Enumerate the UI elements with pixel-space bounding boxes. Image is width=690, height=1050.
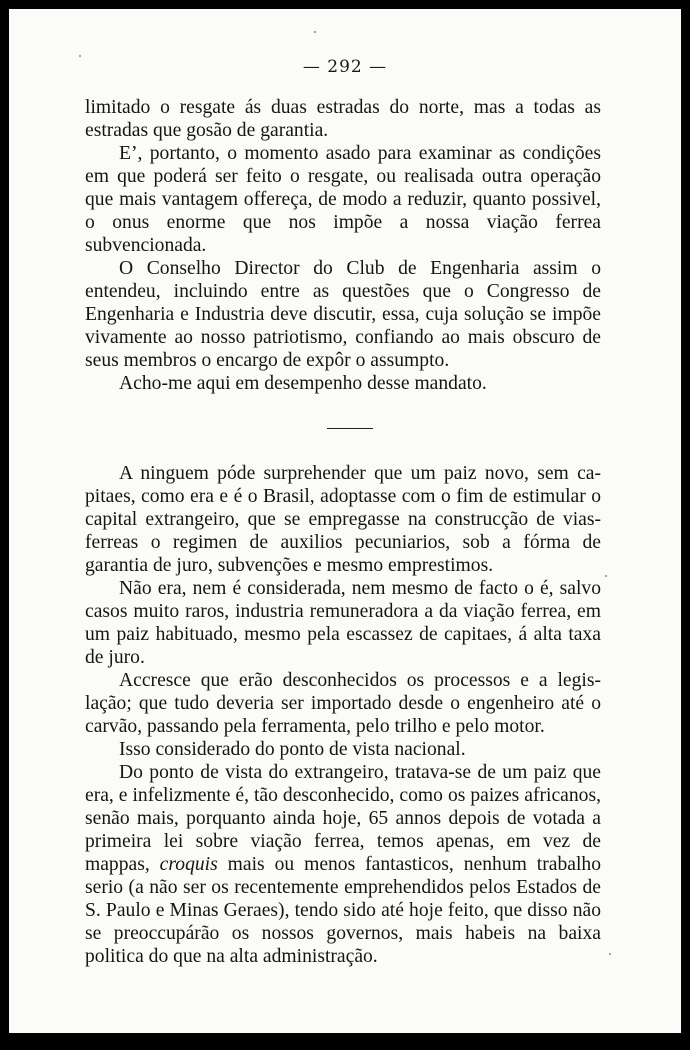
paragraph-text: Do ponto de vista do extrangeiro, tratava-se de um paiz que era, e infelizmente é, tão desconhecido, como os paizes africanos, senão mais, porquanto ainda hoje, 65 annos depois de votada a primeira lei sobre viação ferrea, temos apenas, em vez de mappas, (85, 762, 601, 875)
paper-speck (605, 575, 607, 577)
paragraph: O Conselho Director do Club de Engenharia assim o entendeu, incluindo entre as questões que o Congresso de Engenharia e Industria deve discutir, essa, cuja solução se impõe vivamente ao nosso patriotismo, confiando ao mais obscuro de seus membros o encargo de expôr o assumpto. (85, 258, 601, 371)
paragraph-with-italic (85, 761, 601, 968)
italic-term: croquis (159, 854, 218, 875)
paragraph: E’, portanto, o momento asado para examinar as condições em que poderá ser feito o resgate, ou realisada outra operação que mais vantagem offereça, de modo a reduzir, quanto possivel, o onus enorme que nos impõe a nossa viação ferrea subvencionada. (85, 143, 601, 256)
paragraph: Não era, nem é considerada, nem mesmo de facto o é, salvo casos muito raros, industria remuneradora a da viação ferrea, em um paiz habituado, mesmo pela escassez de capitaes, á alta taxa de juro. (85, 578, 601, 668)
paper-speck (609, 953, 611, 955)
page-number: — 292 — (302, 57, 388, 77)
paper-speck (79, 55, 81, 57)
paragraph: Accresce que erão desconhecidos os processos e a legislação; que tudo deveria ser importado desde o engenheiro até o carvão, passando pela ferramenta, pelo trilho e pelo motor. (85, 670, 601, 737)
paragraph: A ninguem póde surprehender que um paiz novo, sem capitaes, como era e é o Brasil, adoptasse com o fim de estimular o capital extrangeiro, que se empregasse na construcção de vias-ferreas o regimen de auxilios pecuniarios, sob a fórma de garantia de juro, subvenções e mesmo emprestimos. (85, 463, 601, 576)
text-section-top (85, 96, 601, 395)
paragraph: Acho-me aqui em desempenho desse mandato. (119, 373, 487, 394)
book-page (9, 9, 681, 1033)
text-section-bottom (85, 462, 601, 968)
paragraph: Isso considerado do ponto de vista nacional. (119, 739, 466, 760)
paper-speck (314, 31, 316, 33)
section-divider (327, 428, 373, 429)
paragraph-continuation: limitado o resgate ás duas estradas do norte, mas a todas as estradas que gosão de garantia. (85, 97, 601, 141)
paragraph-text: mais ou menos fantasticos, nenhum trabalho serio (a não ser os recentemente emprehendidos pelos Estados de S. Paulo e Minas Geraes), tendo sido até hoje feito, que disso não se preoccupárão os nossos governos, mais habeis na baixa politica do que na alta administração. (85, 854, 601, 967)
